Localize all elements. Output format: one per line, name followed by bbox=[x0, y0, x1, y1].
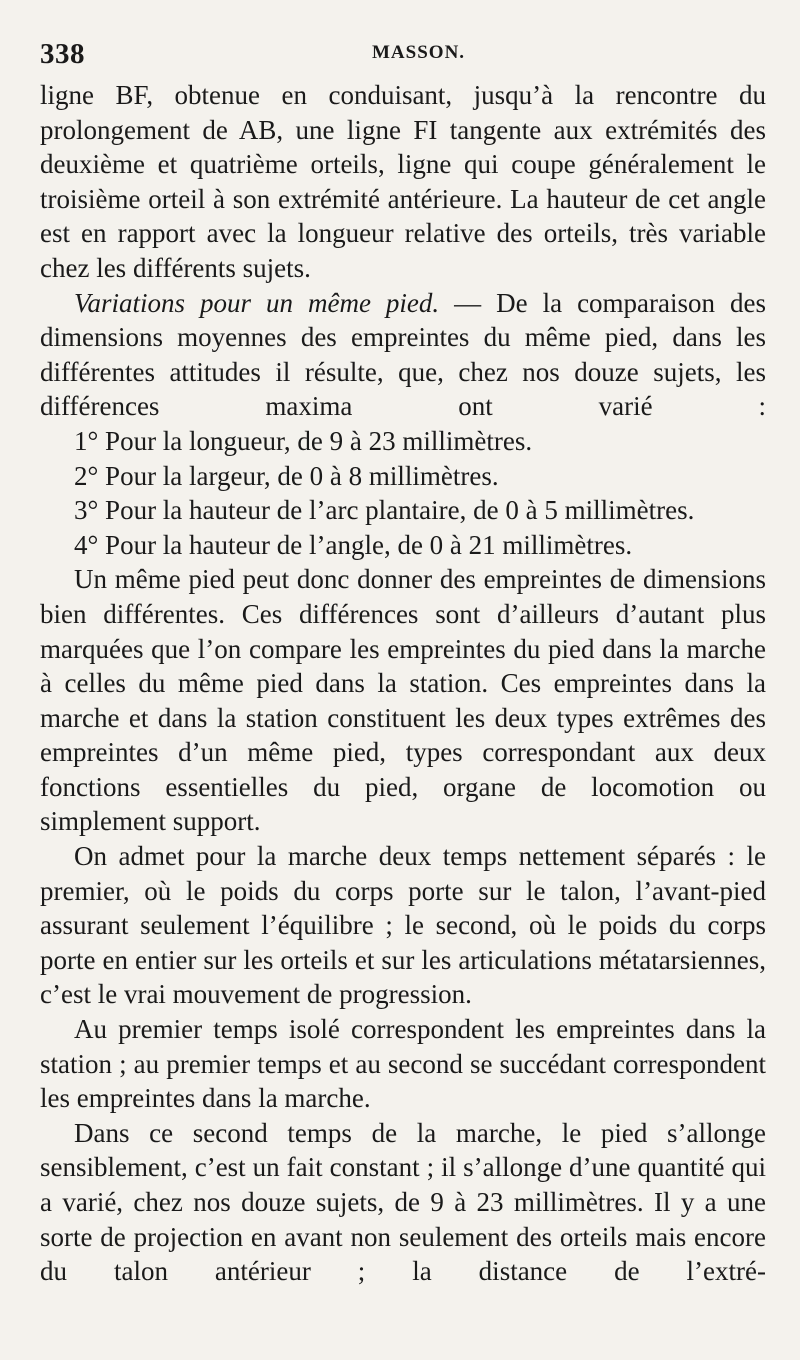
running-head: MASSON. bbox=[372, 42, 466, 63]
paragraph-variations bbox=[40, 286, 766, 424]
paragraph-empreintes: Un même pied peut donc donner des empreintes de dimensions bien différentes. Ces différences sont d’ailleurs d’autant plus marquées que l’on compare les empreintes du pied dans la marche à celles du même pied dans la station. Ces empreintes dans la marche et dans la station constituent les deux types extrêmes des empreintes d’un même pied, types correspondant aux deux fonctions essentielles du pied, organe de locomotion ou simplement support. bbox=[40, 564, 766, 837]
paragraph-premier-temps: Au premier temps isolé correspondent les empreintes dans la station ; au premier temps et au second se succédant correspondent les empreintes dans la marche. bbox=[40, 1014, 766, 1114]
list-item-arc-plantaire: 3° Pour la hauteur de l’arc plantaire, de 0 à 5 millimètres. bbox=[74, 495, 695, 526]
list-item-largeur: 2° Pour la largeur, de 0 à 8 millimètres. bbox=[74, 460, 499, 491]
page-number: 338 bbox=[40, 38, 85, 70]
paragraph-heading-italic: Variations pour un même pied. bbox=[74, 287, 440, 318]
page-header bbox=[40, 30, 766, 78]
paragraph-second-temps: Dans ce second temps de la marche, le pied s’allonge sensiblement, c’est un fait constant ; il s’allonge d’une quantité qui a varié, chez nos douze sujets, de 9 à 23 millimètres. Il y a une sorte de projection en avant non seulement des orteils mais encore du talon antérieur ; la distance de l’extré- bbox=[40, 1117, 766, 1287]
paragraph-continuation: ligne BF, obtenue en conduisant, jusqu’à la rencontre du prolongement de AB, une ligne FI tangente aux extrémités des deuxième et quatrième orteils, ligne qui coupe généralement le troisième orteil à son extrémité antérieure. La hauteur de cet angle est en rapport avec la longueur relative des orteils, très variable chez les différents sujets. bbox=[40, 80, 766, 283]
paragraph-marche: On admet pour la marche deux temps nettement séparés : le premier, où le poids du corps porte sur le talon, l’avant-pied assurant seulement l’équilibre ; le second, où le poids du corps porte en entier sur les orteils et sur les articulations métatarsiennes, c’est le vrai mouvement de progression. bbox=[40, 841, 766, 1010]
list-item-longueur: 1° Pour la longueur, de 9 à 23 millimètres. bbox=[74, 425, 533, 456]
paragraph-variations-text: — De la comparaison des dimensions moyennes des empreintes du même pied, dans les différentes attitudes il résulte, que, chez nos douze sujets, les différences maxima ont varié : bbox=[40, 287, 766, 422]
list-item-angle: 4° Pour la hauteur de l’angle, de 0 à 21 millimètres. bbox=[74, 529, 633, 560]
body-text bbox=[40, 78, 766, 1289]
